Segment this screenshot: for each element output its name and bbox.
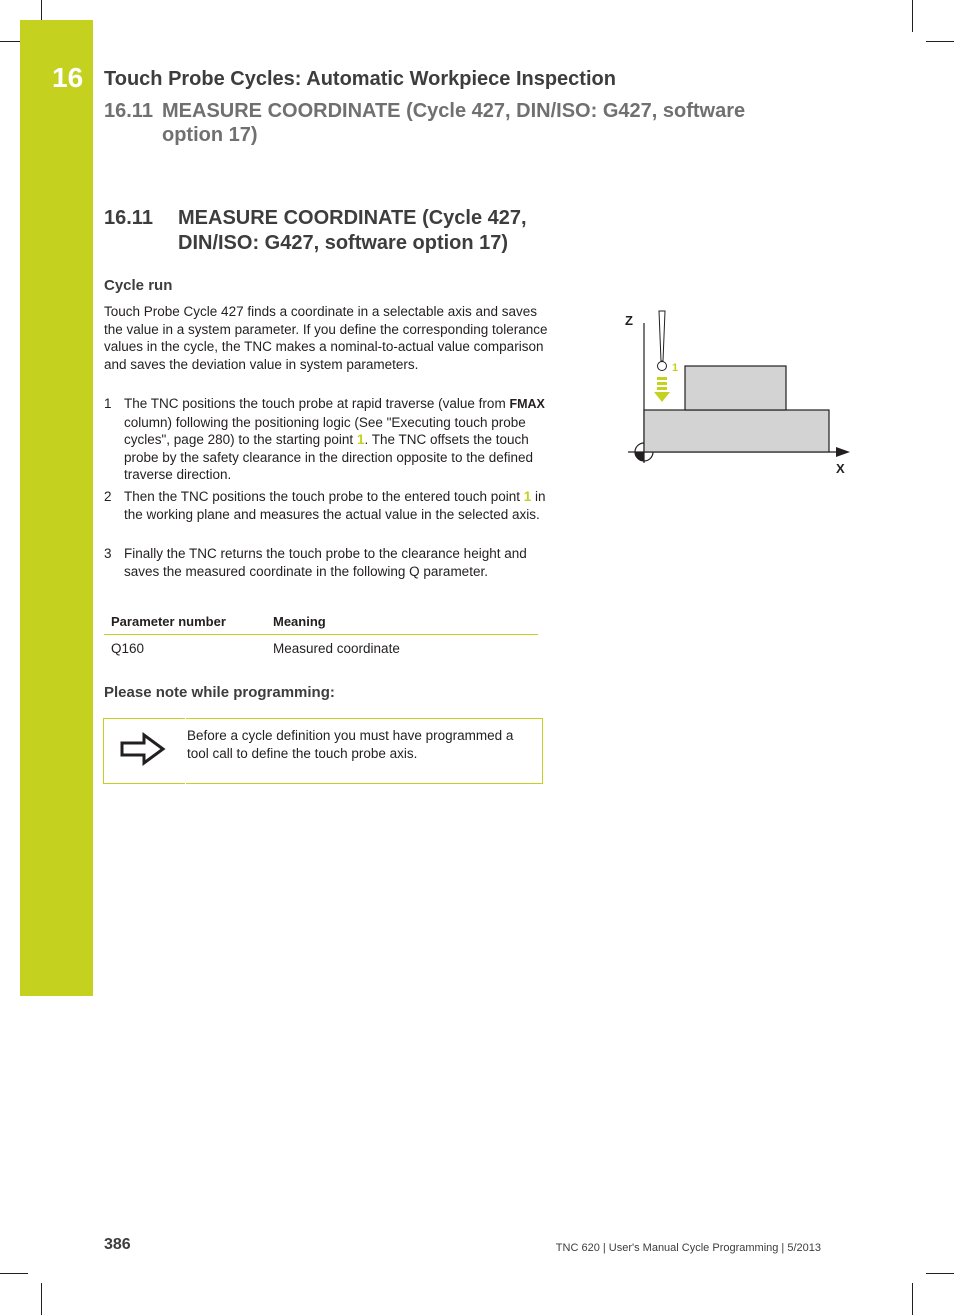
approach-arrow bbox=[654, 392, 670, 402]
crop-mark bbox=[926, 41, 954, 42]
running-section-title-line1: MEASURE COORDINATE (Cycle 427, DIN/ISO: G427, software bbox=[162, 100, 746, 122]
step-item bbox=[104, 488, 549, 523]
step-text: Then the TNC positions the touch probe to the entered touch point bbox=[124, 489, 524, 504]
step-item bbox=[104, 545, 549, 580]
workpiece-step bbox=[685, 366, 786, 410]
step-text: Finally the TNC returns the touch probe to the clearance height and saves the measured coordinate in the following Q parameter. bbox=[124, 546, 527, 579]
note-text: Before a cycle definition you must have programmed a tool call to define the touch probe axis. bbox=[187, 728, 514, 761]
probe-diagram bbox=[618, 303, 858, 483]
step-item bbox=[104, 395, 549, 484]
step-number: 1 bbox=[104, 396, 112, 411]
column-header: Parameter number bbox=[111, 614, 226, 629]
note-box bbox=[103, 718, 543, 784]
crop-mark bbox=[0, 41, 20, 42]
section-title bbox=[104, 206, 527, 256]
chapter-tab bbox=[20, 20, 93, 996]
x-axis-arrow bbox=[836, 447, 850, 457]
chapter-number: 16 bbox=[52, 62, 84, 93]
section-title-line2: DIN/ISO: G427, software option 17) bbox=[178, 232, 509, 254]
intro-paragraph: Touch Probe Cycle 427 finds a coordinate in a selectable axis and saves the value in a system parameter. If you define the corresponding tolerance values in the cycle, the TNC makes a nominal-to-actual value comparison and saves the deviation value in system parameters. bbox=[104, 304, 548, 372]
chapter-title: Touch Probe Cycles: Automatic Workpiece Inspection bbox=[104, 68, 616, 90]
crop-mark bbox=[912, 1283, 913, 1315]
column-header: Meaning bbox=[273, 614, 326, 629]
crop-mark bbox=[41, 1283, 42, 1315]
section-number: 16.11 bbox=[104, 207, 153, 229]
arrow-right-outline-icon bbox=[120, 732, 166, 771]
fmax-keyword: FMAX bbox=[509, 397, 545, 411]
motion-bar bbox=[657, 387, 667, 390]
running-section-title-line2: option 17) bbox=[162, 124, 258, 146]
crop-mark bbox=[41, 0, 42, 20]
step-text: . The TNC offsets the touch probe by the safety clearance in the direction opposite to the defined traverse direction. bbox=[124, 432, 534, 483]
point-label: 1 bbox=[672, 362, 679, 374]
probe-stylus bbox=[659, 311, 665, 361]
crop-mark bbox=[926, 1273, 954, 1274]
step-number: 2 bbox=[104, 489, 112, 504]
step-text: column) following the positioning logic (See "Executing touch probe cycles", page 280) to the starting point bbox=[124, 414, 526, 448]
motion-bar bbox=[657, 382, 667, 385]
note-heading: Please note while programming: bbox=[104, 684, 335, 701]
probe-tip bbox=[658, 362, 667, 371]
motion-bar bbox=[657, 377, 667, 380]
cycle-run-heading: Cycle run bbox=[104, 277, 173, 294]
table-header-row bbox=[104, 611, 538, 635]
point-ref: 1 bbox=[356, 432, 365, 448]
section-title-line1: MEASURE COORDINATE (Cycle 427, bbox=[178, 207, 527, 229]
point-ref: 1 bbox=[523, 489, 532, 504]
crop-mark bbox=[912, 0, 913, 32]
page-number: 386 bbox=[104, 1236, 131, 1253]
step-number: 3 bbox=[104, 546, 112, 561]
axis-label-x: X bbox=[836, 461, 845, 476]
parameter-table bbox=[104, 611, 538, 659]
workpiece-base bbox=[644, 410, 829, 452]
origin-quadrant bbox=[635, 452, 644, 461]
footer-text: TNC 620 | User's Manual Cycle Programming | 5/2013 bbox=[555, 1242, 821, 1254]
crop-mark bbox=[0, 1273, 28, 1274]
table-row bbox=[104, 635, 538, 659]
table-cell: Q160 bbox=[111, 641, 145, 656]
table-cell: Measured coordinate bbox=[273, 641, 400, 656]
running-section-number: 16.11 bbox=[104, 100, 153, 122]
running-section-header bbox=[104, 99, 745, 147]
note-separator bbox=[185, 718, 186, 784]
axis-label-z: Z bbox=[625, 313, 633, 328]
step-text: in the working plane and measures the actual value in the selected axis. bbox=[124, 489, 546, 522]
step-text: The TNC positions the touch probe at rapid traverse (value from bbox=[124, 396, 510, 411]
